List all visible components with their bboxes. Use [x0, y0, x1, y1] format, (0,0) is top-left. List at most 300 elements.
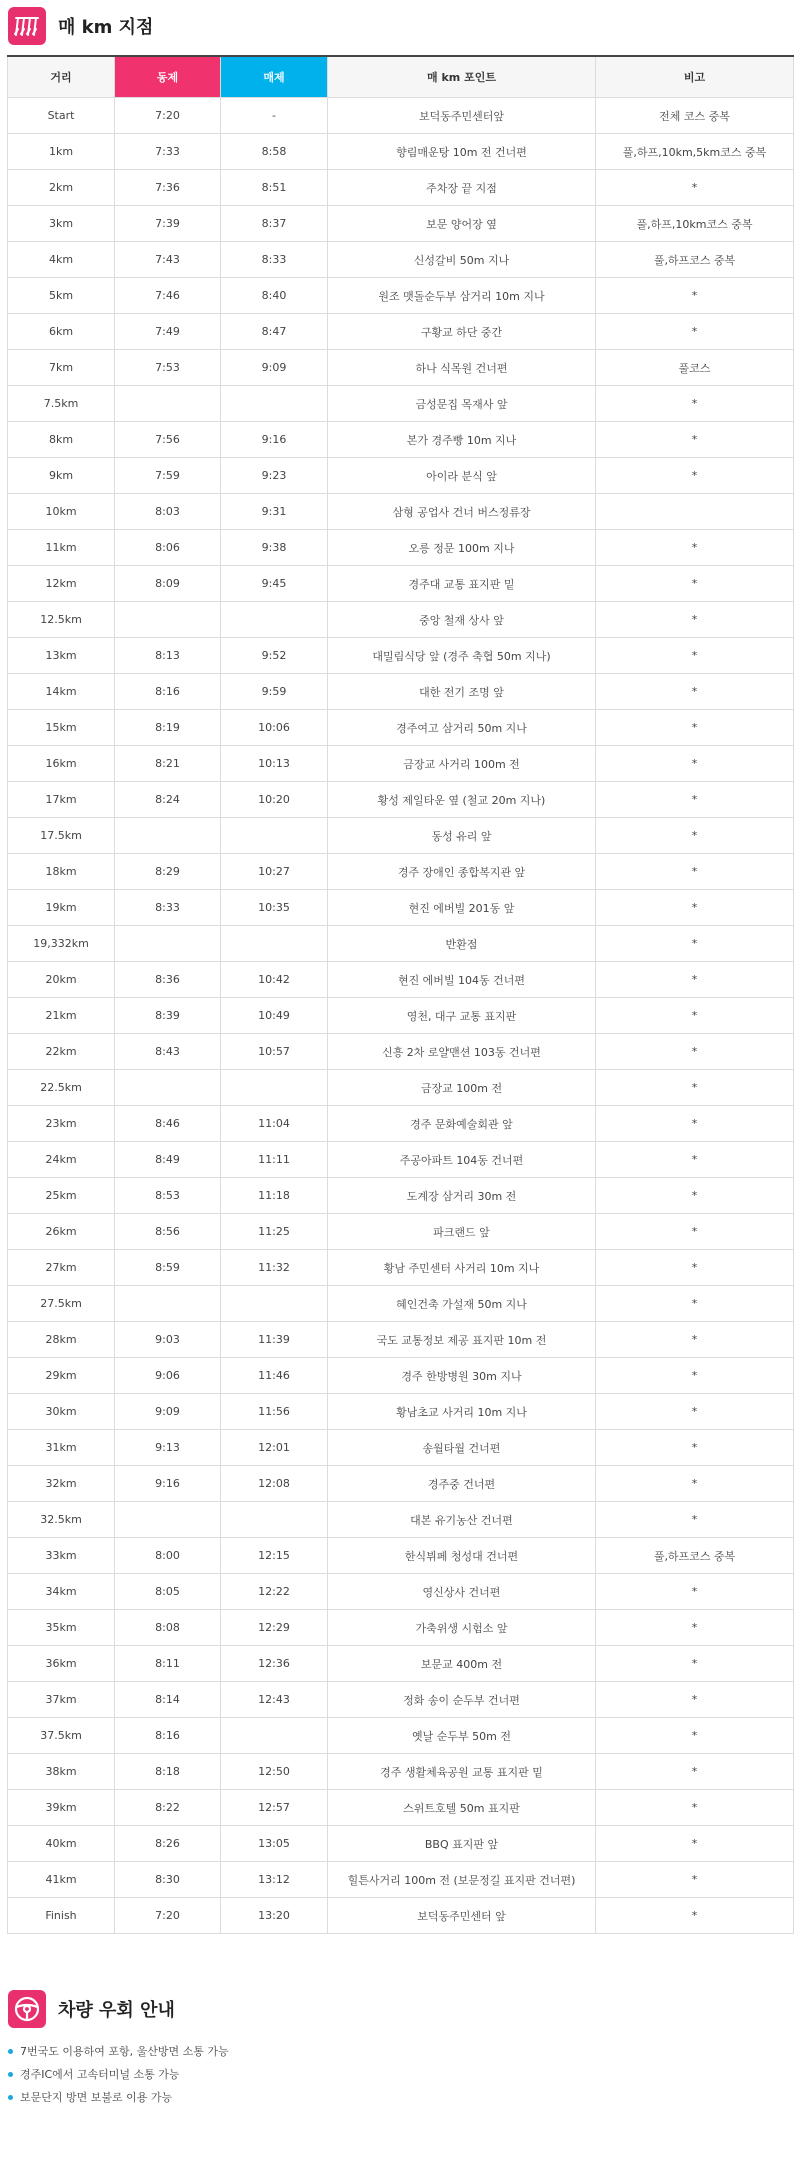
cell-note: * [596, 1286, 794, 1322]
cell-east-time: 8:08 [115, 1610, 221, 1646]
cell-point: 정화 송이 순두부 건너편 [328, 1682, 596, 1718]
cell-east-time: 9:13 [115, 1430, 221, 1466]
cell-west-time: 13:20 [221, 1898, 328, 1934]
cell-east-time: 8:06 [115, 530, 221, 566]
cell-east-time [115, 1070, 221, 1106]
cell-distance: 12km [8, 566, 115, 602]
cell-point: 경주 생활체육공원 교통 표지판 밑 [328, 1754, 596, 1790]
cell-note: * [596, 1034, 794, 1070]
cell-distance: 24km [8, 1142, 115, 1178]
cell-west-time [221, 1286, 328, 1322]
cell-distance: 19km [8, 890, 115, 926]
cell-east-time: 9:16 [115, 1466, 221, 1502]
list-item: 경주IC에서 고속터미널 소통 가능 [8, 2063, 229, 2086]
cell-note: 풀,하프코스 중복 [596, 1538, 794, 1574]
cell-note: * [596, 638, 794, 674]
cell-east-time: 8:09 [115, 566, 221, 602]
cell-distance: 12.5km [8, 602, 115, 638]
cell-note: * [596, 1898, 794, 1934]
header-east: 동제 [115, 56, 221, 98]
cell-distance: 5km [8, 278, 115, 314]
table-row [8, 1322, 794, 1358]
cell-distance: 6km [8, 314, 115, 350]
table-row [8, 962, 794, 998]
table-row [8, 818, 794, 854]
cell-point: 주차장 끝 지점 [328, 170, 596, 206]
cell-note: * [596, 710, 794, 746]
cell-east-time: 8:16 [115, 1718, 221, 1754]
cell-point: BBQ 표지판 앞 [328, 1826, 596, 1862]
cell-east-time: 8:03 [115, 494, 221, 530]
cell-note: * [596, 1646, 794, 1682]
cell-west-time: 8:40 [221, 278, 328, 314]
cell-point: 반환점 [328, 926, 596, 962]
table-row [8, 206, 794, 242]
table-row [8, 1538, 794, 1574]
bullet-icon [8, 2072, 13, 2077]
cell-east-time [115, 602, 221, 638]
cell-east-time: 8:33 [115, 890, 221, 926]
cell-distance: 10km [8, 494, 115, 530]
table-row [8, 242, 794, 278]
cell-east-time: 7:20 [115, 98, 221, 134]
cell-note: * [596, 1682, 794, 1718]
cell-east-time: 8:21 [115, 746, 221, 782]
table-row [8, 1682, 794, 1718]
table-row [8, 782, 794, 818]
cell-east-time: 8:56 [115, 1214, 221, 1250]
table-row [8, 134, 794, 170]
cell-point: 황남초교 사거리 10m 지나 [328, 1394, 596, 1430]
cell-west-time: 11:56 [221, 1394, 328, 1430]
cell-west-time: 10:20 [221, 782, 328, 818]
table-row [8, 1034, 794, 1070]
cell-point: 금성문집 목재사 앞 [328, 386, 596, 422]
cell-note: 풀코스 [596, 350, 794, 386]
table-row [8, 98, 794, 134]
cell-east-time: 7:53 [115, 350, 221, 386]
cell-note: * [596, 458, 794, 494]
cell-point: 옛날 순두부 50m 전 [328, 1718, 596, 1754]
table-row [8, 1214, 794, 1250]
table-row [8, 746, 794, 782]
cell-west-time: 11:32 [221, 1250, 328, 1286]
table-row [8, 170, 794, 206]
cell-distance: 16km [8, 746, 115, 782]
km-points-table [7, 55, 794, 1934]
cell-east-time: 9:03 [115, 1322, 221, 1358]
cell-point: 동성 유리 앞 [328, 818, 596, 854]
cell-east-time [115, 1286, 221, 1322]
cell-point: 경주여고 삼거리 50m 지나 [328, 710, 596, 746]
cell-west-time: 10:42 [221, 962, 328, 998]
cell-east-time: 8:14 [115, 1682, 221, 1718]
cell-west-time: 9:52 [221, 638, 328, 674]
cell-note: * [596, 746, 794, 782]
cell-note: * [596, 854, 794, 890]
cell-west-time: 12:22 [221, 1574, 328, 1610]
section-header-detour [8, 1989, 175, 2029]
cell-west-time: 12:08 [221, 1466, 328, 1502]
cell-west-time [221, 926, 328, 962]
cell-point: 오릉 정문 100m 지나 [328, 530, 596, 566]
cell-distance: 32km [8, 1466, 115, 1502]
cell-note: 풀,하프,10km,5km코스 중복 [596, 134, 794, 170]
cell-distance: 4km [8, 242, 115, 278]
cell-note: * [596, 890, 794, 926]
cell-note: * [596, 674, 794, 710]
cell-point: 보문 양어장 옆 [328, 206, 596, 242]
cell-note: * [596, 1106, 794, 1142]
table-row [8, 458, 794, 494]
cell-east-time: 8:16 [115, 674, 221, 710]
cell-note: * [596, 1322, 794, 1358]
cell-point: 금장교 100m 전 [328, 1070, 596, 1106]
cell-note: * [596, 962, 794, 998]
cell-distance: 31km [8, 1430, 115, 1466]
cell-point: 보덕동주민센터 앞 [328, 1898, 596, 1934]
cell-distance: 22.5km [8, 1070, 115, 1106]
table-row [8, 1502, 794, 1538]
cell-east-time [115, 1502, 221, 1538]
cell-distance: 14km [8, 674, 115, 710]
cell-point: 현진 에버빌 201동 앞 [328, 890, 596, 926]
cell-east-time: 8:18 [115, 1754, 221, 1790]
cell-note: * [596, 1574, 794, 1610]
cell-west-time: 12:36 [221, 1646, 328, 1682]
cell-distance: 7.5km [8, 386, 115, 422]
table-row [8, 854, 794, 890]
cell-west-time [221, 818, 328, 854]
cell-distance: 37.5km [8, 1718, 115, 1754]
cell-distance: 23km [8, 1106, 115, 1142]
section-header-km-points [8, 6, 153, 46]
cell-point: 경주대 교통 표지판 밑 [328, 566, 596, 602]
cell-note: * [596, 1430, 794, 1466]
cell-east-time [115, 386, 221, 422]
cell-note: * [596, 1610, 794, 1646]
cell-distance: 39km [8, 1790, 115, 1826]
cell-point: 스위트호텔 50m 표지판 [328, 1790, 596, 1826]
cell-west-time: 8:33 [221, 242, 328, 278]
cell-distance: 33km [8, 1538, 115, 1574]
cell-east-time: 7:33 [115, 134, 221, 170]
cell-distance: 19,332km [8, 926, 115, 962]
cell-west-time: 9:23 [221, 458, 328, 494]
cell-note: * [596, 1178, 794, 1214]
cell-distance: 32.5km [8, 1502, 115, 1538]
cell-note: * [596, 278, 794, 314]
cell-point: 가축위생 시험소 앞 [328, 1610, 596, 1646]
cell-point: 현진 에버빌 104동 건너편 [328, 962, 596, 998]
cell-west-time: 10:27 [221, 854, 328, 890]
cell-point: 경주 한방병원 30m 지나 [328, 1358, 596, 1394]
cell-note [596, 494, 794, 530]
cell-east-time: 8:39 [115, 998, 221, 1034]
table-row [8, 1898, 794, 1934]
cell-east-time: 8:59 [115, 1250, 221, 1286]
cell-distance: 21km [8, 998, 115, 1034]
cell-east-time: 8:13 [115, 638, 221, 674]
cell-point: 하나 식목원 건너편 [328, 350, 596, 386]
cell-point: 송월타월 건너편 [328, 1430, 596, 1466]
cell-distance: 8km [8, 422, 115, 458]
cell-east-time: 7:49 [115, 314, 221, 350]
cell-east-time: 8:53 [115, 1178, 221, 1214]
table-row [8, 1754, 794, 1790]
cell-note: * [596, 1718, 794, 1754]
table-row [8, 1646, 794, 1682]
cell-note: * [596, 566, 794, 602]
cell-west-time: 13:12 [221, 1862, 328, 1898]
cell-distance: Start [8, 98, 115, 134]
cell-distance: 35km [8, 1610, 115, 1646]
cell-west-time: 11:25 [221, 1214, 328, 1250]
cell-west-time: 12:50 [221, 1754, 328, 1790]
cell-east-time: 8:11 [115, 1646, 221, 1682]
cell-distance: 29km [8, 1358, 115, 1394]
bullet-icon [8, 2095, 13, 2100]
cell-east-time [115, 926, 221, 962]
header-note: 비고 [596, 56, 794, 98]
table-row [8, 1250, 794, 1286]
header-west: 매제 [221, 56, 328, 98]
cell-east-time: 8:19 [115, 710, 221, 746]
table-row [8, 1610, 794, 1646]
cell-west-time [221, 386, 328, 422]
cell-west-time: 10:49 [221, 998, 328, 1034]
table-row [8, 386, 794, 422]
cell-west-time: 11:11 [221, 1142, 328, 1178]
cell-east-time: 9:09 [115, 1394, 221, 1430]
table-row [8, 890, 794, 926]
cell-point: 구황교 하단 중간 [328, 314, 596, 350]
cell-note: * [596, 170, 794, 206]
cell-distance: 13km [8, 638, 115, 674]
cell-west-time: 11:39 [221, 1322, 328, 1358]
cell-note: * [596, 386, 794, 422]
cell-west-time: 11:18 [221, 1178, 328, 1214]
cell-west-time: 10:57 [221, 1034, 328, 1070]
cell-point: 주공아파트 104동 건너편 [328, 1142, 596, 1178]
cell-distance: 17km [8, 782, 115, 818]
cell-distance: 26km [8, 1214, 115, 1250]
cell-distance: 1km [8, 134, 115, 170]
cell-note: * [596, 1214, 794, 1250]
cell-note: * [596, 1502, 794, 1538]
table-row [8, 350, 794, 386]
cell-distance: 7km [8, 350, 115, 386]
table-row [8, 1466, 794, 1502]
table-row [8, 1574, 794, 1610]
cell-distance: 25km [8, 1178, 115, 1214]
cell-distance: 20km [8, 962, 115, 998]
cell-west-time: 9:16 [221, 422, 328, 458]
cell-east-time: 8:46 [115, 1106, 221, 1142]
table-body [8, 98, 794, 1934]
cell-note: * [596, 1250, 794, 1286]
cell-east-time: 8:30 [115, 1862, 221, 1898]
cell-west-time: 9:59 [221, 674, 328, 710]
cell-distance: 9km [8, 458, 115, 494]
cell-point: 황성 제일타운 옆 (철교 20m 지나) [328, 782, 596, 818]
cell-point: 경주 장애인 종합복지관 앞 [328, 854, 596, 890]
cell-point: 본가 경주빵 10m 지나 [328, 422, 596, 458]
table-header-row [8, 56, 794, 98]
cell-point: 경주 문화예술회관 앞 [328, 1106, 596, 1142]
cell-east-time: 7:43 [115, 242, 221, 278]
cell-west-time: 10:35 [221, 890, 328, 926]
cell-note: * [596, 1754, 794, 1790]
cell-distance: 18km [8, 854, 115, 890]
cell-point: 힐튼사거리 100m 전 (보문정길 표지판 건너편) [328, 1862, 596, 1898]
table-row [8, 1790, 794, 1826]
cell-note: * [596, 1358, 794, 1394]
cell-distance: Finish [8, 1898, 115, 1934]
cell-point: 중앙 철재 상사 앞 [328, 602, 596, 638]
cell-east-time: 8:22 [115, 1790, 221, 1826]
cell-west-time: 8:58 [221, 134, 328, 170]
table-row [8, 530, 794, 566]
cell-west-time: 12:29 [221, 1610, 328, 1646]
cell-east-time: 8:26 [115, 1826, 221, 1862]
cell-point: 경주중 건너편 [328, 1466, 596, 1502]
cell-note: * [596, 1394, 794, 1430]
cell-west-time: 10:06 [221, 710, 328, 746]
cell-note: 풀,하프,10km코스 중복 [596, 206, 794, 242]
cell-west-time: 12:57 [221, 1790, 328, 1826]
section-title: 차량 우회 안내 [58, 2000, 175, 2021]
list-item: 보문단지 방면 보불로 이용 가능 [8, 2086, 229, 2109]
bullet-icon [8, 2049, 13, 2054]
cell-west-time: - [221, 98, 328, 134]
cell-point: 아이라 분식 앞 [328, 458, 596, 494]
table-row [8, 1070, 794, 1106]
cell-distance: 17.5km [8, 818, 115, 854]
cell-note: * [596, 782, 794, 818]
cell-east-time: 8:29 [115, 854, 221, 890]
cell-west-time [221, 1502, 328, 1538]
table-row [8, 1862, 794, 1898]
cell-east-time [115, 818, 221, 854]
table-row [8, 710, 794, 746]
table-row [8, 926, 794, 962]
cell-west-time: 12:01 [221, 1430, 328, 1466]
cell-point: 파크랜드 앞 [328, 1214, 596, 1250]
cell-note: * [596, 1862, 794, 1898]
cell-east-time: 8:49 [115, 1142, 221, 1178]
cell-east-time: 9:06 [115, 1358, 221, 1394]
cell-point: 대한 전기 조명 앞 [328, 674, 596, 710]
cell-west-time: 9:31 [221, 494, 328, 530]
table-row [8, 998, 794, 1034]
cell-distance: 37km [8, 1682, 115, 1718]
table-row [8, 674, 794, 710]
cell-distance: 27km [8, 1250, 115, 1286]
cell-point: 도계장 삼거리 30m 전 [328, 1178, 596, 1214]
cell-east-time: 8:36 [115, 962, 221, 998]
cell-distance: 3km [8, 206, 115, 242]
table-row [8, 638, 794, 674]
cell-west-time: 10:13 [221, 746, 328, 782]
table-row [8, 422, 794, 458]
cell-distance: 28km [8, 1322, 115, 1358]
cell-note: * [596, 530, 794, 566]
cell-distance: 11km [8, 530, 115, 566]
cell-note: * [596, 422, 794, 458]
cell-point: 대본 유기농산 건너편 [328, 1502, 596, 1538]
cell-distance: 2km [8, 170, 115, 206]
cell-east-time: 7:39 [115, 206, 221, 242]
cell-west-time: 12:43 [221, 1682, 328, 1718]
table-row [8, 602, 794, 638]
steering-wheel-icon [8, 1990, 46, 2028]
table-row [8, 314, 794, 350]
cell-note: * [596, 1826, 794, 1862]
cell-note: 풀,하프코스 중복 [596, 242, 794, 278]
cell-distance: 38km [8, 1754, 115, 1790]
cell-point: 대밀림식당 앞 (경주 축협 50m 지나) [328, 638, 596, 674]
cell-point: 원조 맷돌순두부 삼거리 10m 지나 [328, 278, 596, 314]
cell-note: * [596, 1070, 794, 1106]
cell-east-time: 8:00 [115, 1538, 221, 1574]
cell-note: * [596, 1466, 794, 1502]
table-row [8, 1826, 794, 1862]
table-row [8, 1286, 794, 1322]
cell-point: 혜인건축 가설재 50m 지나 [328, 1286, 596, 1322]
table-row [8, 1106, 794, 1142]
cell-point: 보문교 400m 전 [328, 1646, 596, 1682]
cell-east-time: 7:36 [115, 170, 221, 206]
cell-east-time: 8:24 [115, 782, 221, 818]
cell-distance: 36km [8, 1646, 115, 1682]
cell-east-time: 8:05 [115, 1574, 221, 1610]
cell-point: 영신상사 건너편 [328, 1574, 596, 1610]
table-row [8, 1394, 794, 1430]
cell-distance: 41km [8, 1862, 115, 1898]
cell-note: 전체 코스 중복 [596, 98, 794, 134]
cell-east-time: 8:43 [115, 1034, 221, 1070]
cell-point: 한식뷔페 청성대 건너편 [328, 1538, 596, 1574]
cell-point: 신성갈비 50m 지나 [328, 242, 596, 278]
cell-note: * [596, 1142, 794, 1178]
cell-point: 향림매운탕 10m 전 건너편 [328, 134, 596, 170]
cell-west-time: 8:51 [221, 170, 328, 206]
list-item: 7번국도 이용하여 포항, 울산방면 소통 가능 [8, 2040, 229, 2063]
table-row [8, 1718, 794, 1754]
header-point: 매 km 포인트 [328, 56, 596, 98]
header-distance: 거리 [8, 56, 115, 98]
cell-point: 황남 주민센터 사거리 10m 지나 [328, 1250, 596, 1286]
cell-west-time: 13:05 [221, 1826, 328, 1862]
cell-point: 영천, 대구 교통 표지판 [328, 998, 596, 1034]
cell-west-time: 9:38 [221, 530, 328, 566]
table-row [8, 1358, 794, 1394]
cell-west-time: 11:46 [221, 1358, 328, 1394]
cell-east-time: 7:46 [115, 278, 221, 314]
cell-west-time: 9:45 [221, 566, 328, 602]
cell-west-time: 12:15 [221, 1538, 328, 1574]
cell-point: 금장교 사거리 100m 전 [328, 746, 596, 782]
cell-east-time: 7:59 [115, 458, 221, 494]
cell-east-time: 7:20 [115, 1898, 221, 1934]
cell-distance: 34km [8, 1574, 115, 1610]
cell-east-time: 7:56 [115, 422, 221, 458]
table-row [8, 1430, 794, 1466]
cell-west-time: 9:09 [221, 350, 328, 386]
table-row [8, 1142, 794, 1178]
detour-notes [8, 2040, 229, 2109]
